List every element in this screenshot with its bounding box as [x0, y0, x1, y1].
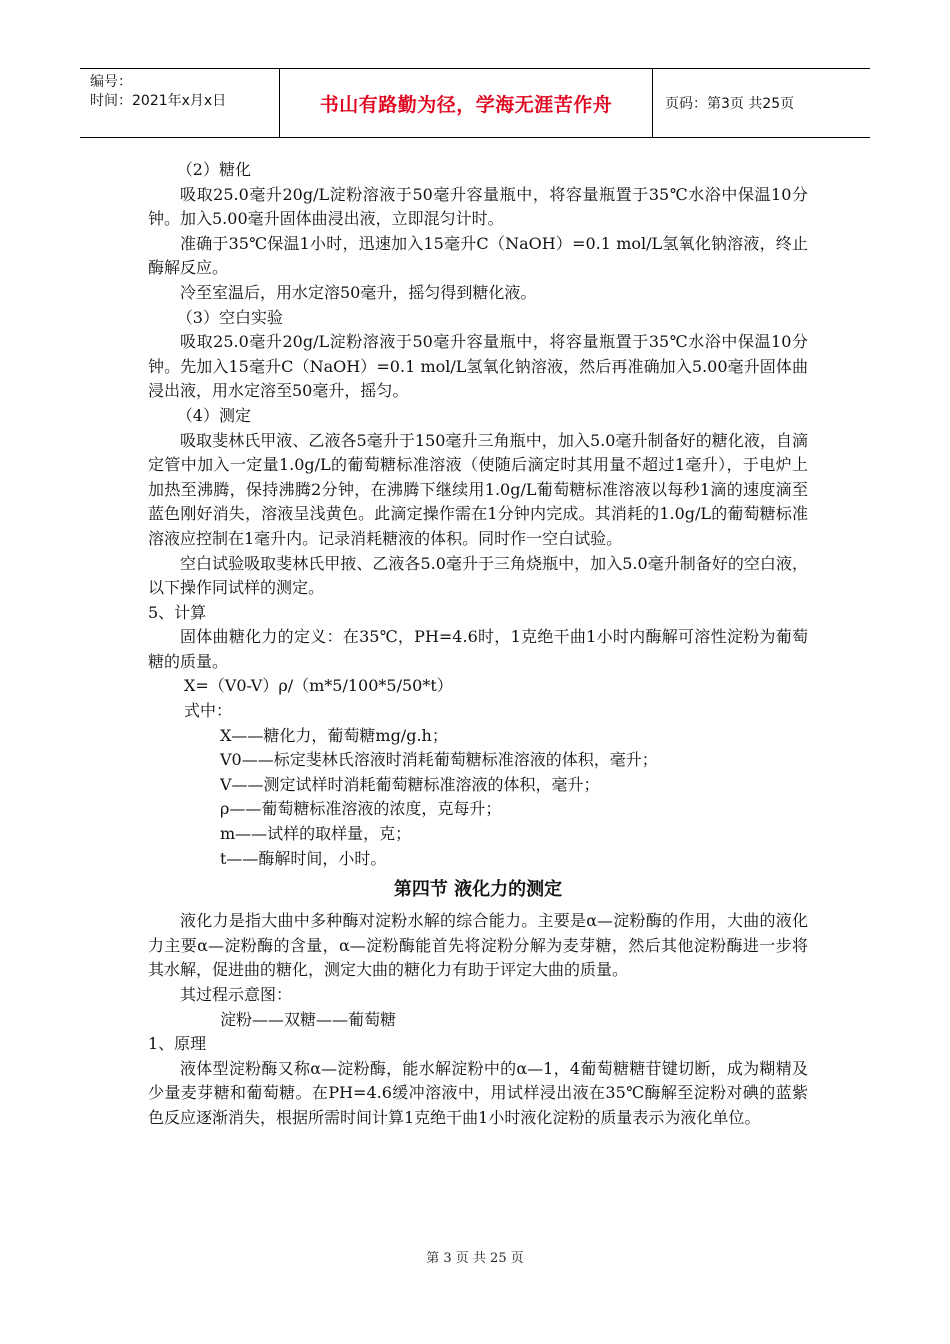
paragraph: 其过程示意图：: [180, 985, 293, 1004]
doc-time-label: 时间：2021年x月x日: [90, 93, 227, 109]
variable-definition: m——试样的取样量，克；: [220, 824, 412, 844]
paragraph: 空白试验吸取斐林氏甲掖、乙液各5.0毫升于三角烧瓶中，加入5.0毫升制备好的空白液，以下操作同试样的测定。: [148, 553, 808, 598]
header-left-cell: [80, 69, 280, 137]
paragraph: 吸取25.0毫升20g/L淀粉溶液于50毫升容量瓶中，将容量瓶置于35℃水浴中保温10分钟。先加入15毫升C（NaOH）=0.1 mol/L氢氧化钠溶液，然后再准确加入5.00毫升固体曲浸出液，用水定溶至50毫升，摇匀。: [148, 332, 808, 401]
subheading-measurement: （4）测定: [176, 405, 251, 425]
subheading-blank-test: （3）空白实验: [176, 307, 283, 327]
formula-where-label: 式中：: [184, 701, 233, 721]
variable-definition: t——酶解时间，小时。: [220, 848, 387, 868]
doc-number-label: 编号：: [90, 74, 132, 90]
formula: X=（V0-V）ρ/（m*5/100*5/50*t）: [184, 676, 453, 696]
document-body: [148, 158, 808, 1131]
variable-definition: ρ——葡萄糖标准溶液的浓度，克每升；: [220, 799, 502, 819]
paragraph: 吸取25.0毫升20g/L淀粉溶液于50毫升容量瓶中，将容量瓶置于35℃水浴中保温10分钟。加入5.00毫升固体曲浸出液，立即混匀计时。: [148, 184, 808, 229]
subheading-principle: 1、原理: [148, 1034, 207, 1054]
variable-definition: X——糖化力，葡萄糖mg/g.h；: [220, 725, 448, 745]
paragraph: 冷至室温后，用水定溶50毫升，摇匀得到糖化液。: [180, 282, 537, 302]
process-diagram-text: 淀粉——双糖——葡萄糖: [220, 1009, 397, 1029]
section-title: 第四节 液化力的测定: [393, 879, 563, 901]
page-header: [80, 68, 870, 138]
page-footer: 第 3 页 共 25 页: [426, 1251, 524, 1266]
header-page-info: 页码：第3页 共25页: [665, 96, 795, 112]
variable-definition: V0——标定斐林氏溶液时消耗葡萄糖标准溶液的体积，毫升；: [220, 750, 658, 770]
paragraph: 液体型淀粉酶又称α—淀粉酶，能水解淀粉中的α—1，4葡萄糖糖苷键切断，成为糊精及少量麦芽糖和葡萄糖。在PH=4.6缓冲溶液中，用试样浸出液在35℃酶解至淀粉对碘的蓝紫色反应逐渐消失，根据所需时间计算1克绝干曲1小时液化淀粉的质量表示为液化单位。: [148, 1058, 808, 1127]
subheading-calculation: 5、计算: [148, 602, 207, 622]
variable-definition: V——测定试样时消耗葡萄糖标准溶液的体积，毫升；: [220, 774, 600, 794]
paragraph-definition: 固体曲糖化力的定义：在35℃，PH=4.6时，1克绝干曲1小时内酶解可溶性淀粉为葡萄糖的质量。: [148, 627, 808, 671]
paragraph: 准确于35℃保温1小时，迅速加入15毫升C（NaOH）=0.1 mol/L氢氧化钠溶液，终止酶解反应。: [148, 233, 808, 278]
paragraph: 吸取斐林氏甲液、乙液各5毫升于150毫升三角瓶中，加入5.0毫升制备好的糖化液，自滴定管中加入一定量1.0g/L的葡萄糖标准溶液（使随后滴定时其用量不超过1毫升），于电炉上加热至沸腾，保持沸腾2分钟，在沸腾下继续用1.0g/L葡萄糖标准溶液以每秒1滴的速度滴至蓝色刚好消失，溶液呈浅黄色。此滴定操作需在1分钟内完成。其消耗的1.0g/L的葡萄糖标准溶液应控制在1毫升内。记录消耗糖液的体积。同时作一空白试验。: [148, 430, 808, 548]
paragraph: 液化力是指大曲中多种酶对淀粉水解的综合能力。主要是α—淀粉酶的作用，大曲的液化力主要α—淀粉酶的含量，α—淀粉酶能首先将淀粉分解为麦芽糖，然后其他淀粉酶进一步将其水解，促进曲的糖化，测定大曲的糖化力有助于评定大曲的质量。: [148, 911, 808, 980]
header-motto: 书山有路勤为径，学海无涯苦作舟: [280, 69, 653, 137]
subheading-saccharification: （2）糖化: [176, 160, 251, 179]
